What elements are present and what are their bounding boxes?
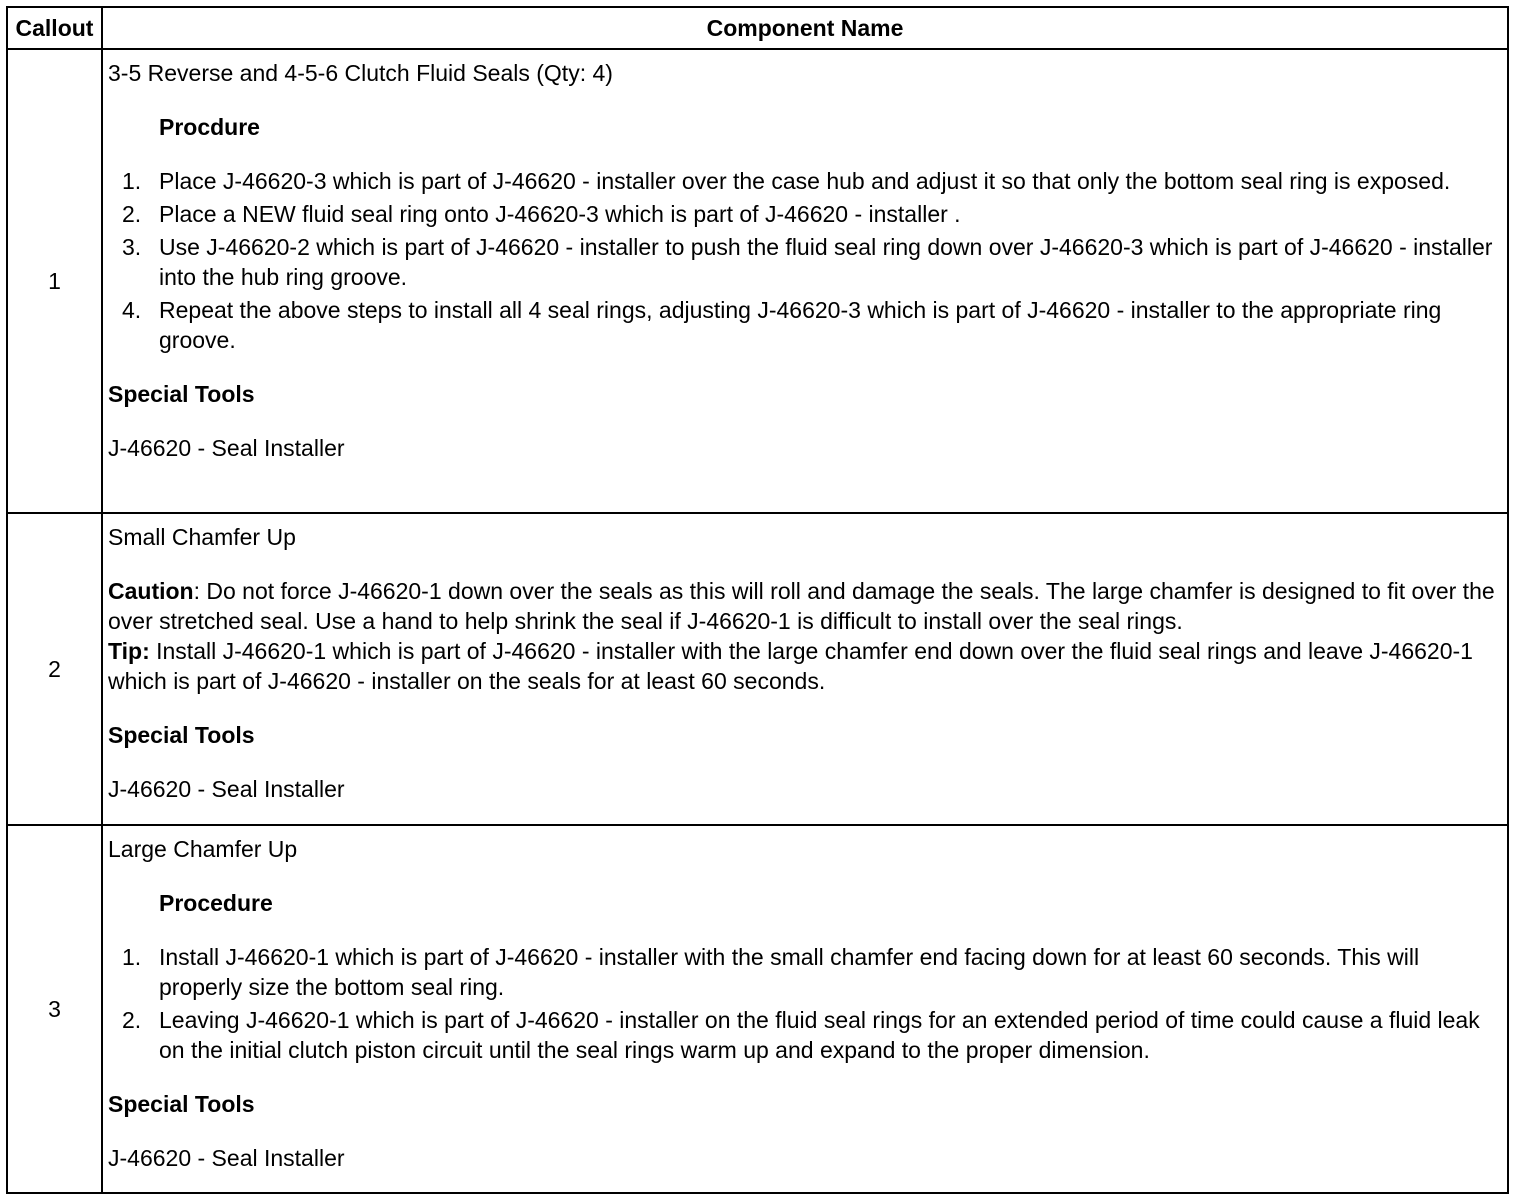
table-header-row bbox=[7, 7, 1508, 49]
component-title: 3-5 Reverse and 4-5-6 Clutch Fluid Seals (Qty: 4) bbox=[108, 60, 613, 86]
table-row bbox=[7, 49, 1508, 513]
component-title: Small Chamfer Up bbox=[108, 524, 296, 550]
table-row bbox=[7, 825, 1508, 1193]
callout-number: 3 bbox=[7, 825, 102, 1193]
special-tools-heading: Special Tools bbox=[108, 722, 255, 748]
step-number: 2. bbox=[122, 1007, 142, 1033]
procedure-heading: Procdure bbox=[159, 114, 260, 140]
procedure-step bbox=[108, 1005, 1503, 1065]
component-table-wrapper bbox=[6, 6, 1507, 1194]
tip-label: Tip: bbox=[108, 638, 150, 664]
callout-number: 2 bbox=[7, 513, 102, 825]
procedure-steps bbox=[108, 942, 1503, 1065]
table-row bbox=[7, 513, 1508, 825]
component-cell bbox=[102, 513, 1508, 825]
caution-note bbox=[108, 576, 1503, 636]
procedure-step bbox=[108, 232, 1503, 292]
step-text: Place a NEW fluid seal ring onto J-46620-3 which is part of J-46620 - installer . bbox=[159, 201, 961, 227]
step-number: 1. bbox=[122, 168, 142, 194]
procedure-step bbox=[108, 166, 1503, 196]
procedure-step bbox=[108, 295, 1503, 355]
component-title: Large Chamfer Up bbox=[108, 836, 298, 862]
component-name-column-header: Component Name bbox=[102, 7, 1508, 49]
caution-label: Caution bbox=[108, 578, 194, 604]
step-number: 4. bbox=[122, 297, 142, 323]
step-text: Install J-46620-1 which is part of J-46620 - installer with the small chamfer end facing down for at least 60 seconds. This will properly size the bottom seal ring. bbox=[159, 944, 1420, 1000]
special-tools-heading: Special Tools bbox=[108, 381, 255, 407]
step-text: Use J-46620-2 which is part of J-46620 - installer to push the fluid seal ring down over J-46620-3 which is part of J-46620 - installer into the hub ring groove. bbox=[159, 234, 1493, 290]
step-number: 2. bbox=[122, 201, 142, 227]
special-tool-item: J-46620 - Seal Installer bbox=[108, 1145, 345, 1171]
component-table bbox=[6, 6, 1509, 1194]
tip-text: Install J-46620-1 which is part of J-46620 - installer with the large chamfer end down over the fluid seal rings and leave J-46620-1 which is part of J-46620 - installer on the seals for at least 60 seconds. bbox=[108, 638, 1473, 694]
callout-number: 1 bbox=[7, 49, 102, 513]
component-cell bbox=[102, 49, 1508, 513]
step-number: 3. bbox=[122, 234, 142, 260]
tip-note bbox=[108, 636, 1503, 696]
procedure-step bbox=[108, 942, 1503, 1002]
procedure-step bbox=[108, 199, 1503, 229]
step-text: Repeat the above steps to install all 4 seal rings, adjusting J-46620-3 which is part of J-46620 - installer to the appropriate ring groove. bbox=[159, 297, 1442, 353]
component-cell bbox=[102, 825, 1508, 1193]
caution-text: : Do not force J-46620-1 down over the seals as this will roll and damage the seals. The large chamfer is designed to fit over the over stretched seal. Use a hand to help shrink the seal if J-46620-1 is difficult to install over the seal rings. bbox=[108, 578, 1495, 634]
procedure-heading: Procedure bbox=[159, 890, 273, 916]
special-tool-item: J-46620 - Seal Installer bbox=[108, 776, 345, 802]
callout-column-header: Callout bbox=[7, 7, 102, 49]
step-text: Place J-46620-3 which is part of J-46620 - installer over the case hub and adjust it so that only the bottom seal ring is exposed. bbox=[159, 168, 1451, 194]
special-tool-item: J-46620 - Seal Installer bbox=[108, 435, 345, 461]
step-text: Leaving J-46620-1 which is part of J-46620 - installer on the fluid seal rings for an extended period of time could cause a fluid leak on the initial clutch piston circuit until the seal rings warm up and expand to the proper dimension. bbox=[159, 1007, 1480, 1063]
procedure-steps bbox=[108, 166, 1503, 355]
step-number: 1. bbox=[122, 944, 142, 970]
special-tools-heading: Special Tools bbox=[108, 1091, 255, 1117]
